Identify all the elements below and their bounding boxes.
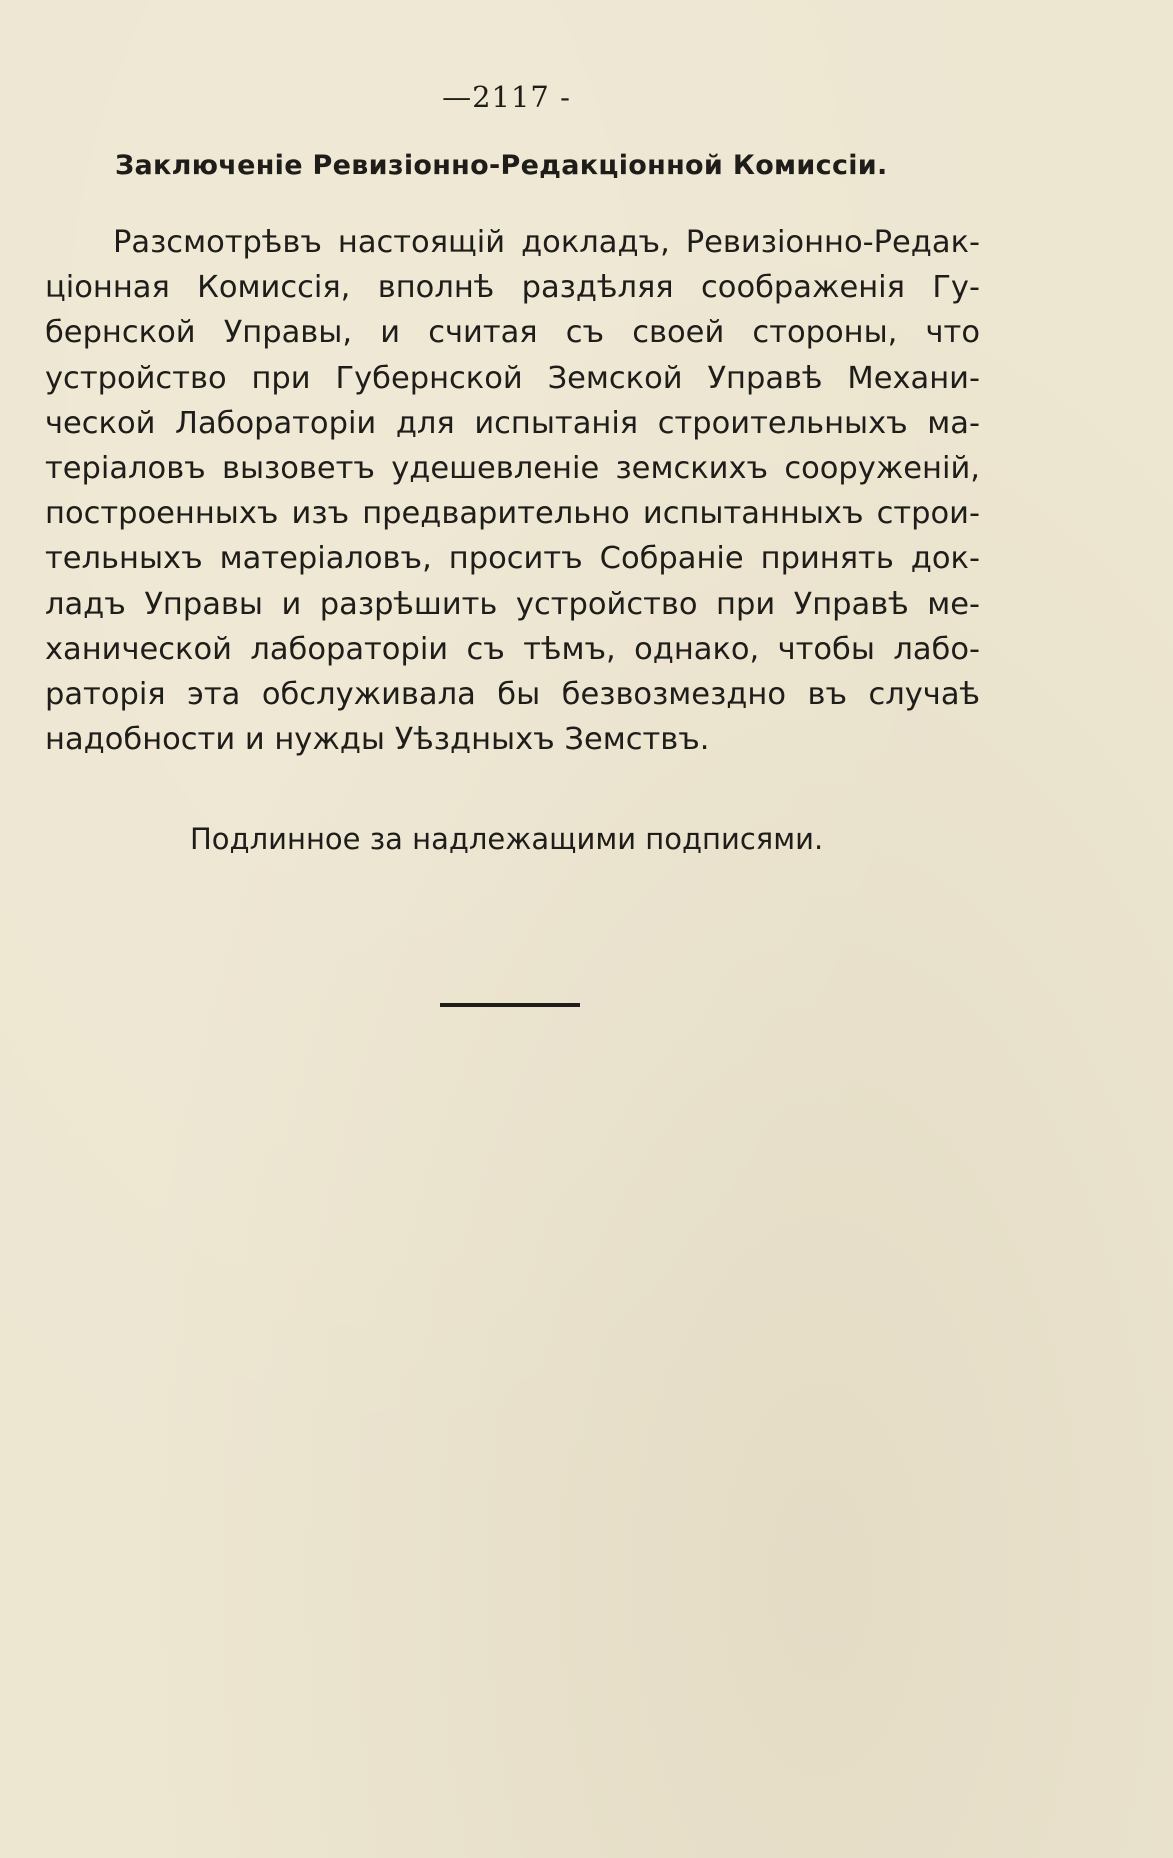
body-line: устройство при Губернской Земской Управѣ Механи- (45, 360, 980, 396)
body-line: ческой Лабораторіи для испытанія строительныхъ ма- (45, 405, 980, 441)
body-line: надобности и нужды Уѣздныхъ Земствъ. (45, 722, 710, 758)
body-line: ханической лабораторіи съ тѣмъ, однако, чтобы лабо- (45, 631, 980, 667)
body-line: ціонная Комиссія, вполнѣ раздѣляя соображенія Гу- (45, 270, 980, 306)
body-line: бернской Управы, и считая съ своей стороны, что (45, 315, 980, 351)
body-line: теріаловъ вызоветъ удешевленіе земскихъ сооруженій, (45, 450, 980, 486)
page-number: —2117 - (442, 80, 571, 114)
section-heading: Заключеніе Ревизіонно-Редакціонной Комиссіи. (115, 150, 888, 181)
body-line: построенныхъ изъ предварительно испытанныхъ строи- (45, 496, 980, 532)
body-paragraph (45, 220, 980, 762)
body-line: тельныхъ матеріаловъ, проситъ Собраніе принять док- (45, 541, 980, 577)
body-line: ладъ Управы и разрѣшить устройство при Управѣ ме- (45, 586, 980, 622)
body-line: Разсмотрѣвъ настоящій докладъ, Ревизіонно-Редак- (113, 225, 980, 260)
body-line: раторія эта обслуживала бы безвозмездно въ случаѣ (45, 676, 980, 712)
divider-rule (440, 1003, 580, 1007)
closing-note: Подлинное за надлежащими подписями. (190, 822, 824, 856)
